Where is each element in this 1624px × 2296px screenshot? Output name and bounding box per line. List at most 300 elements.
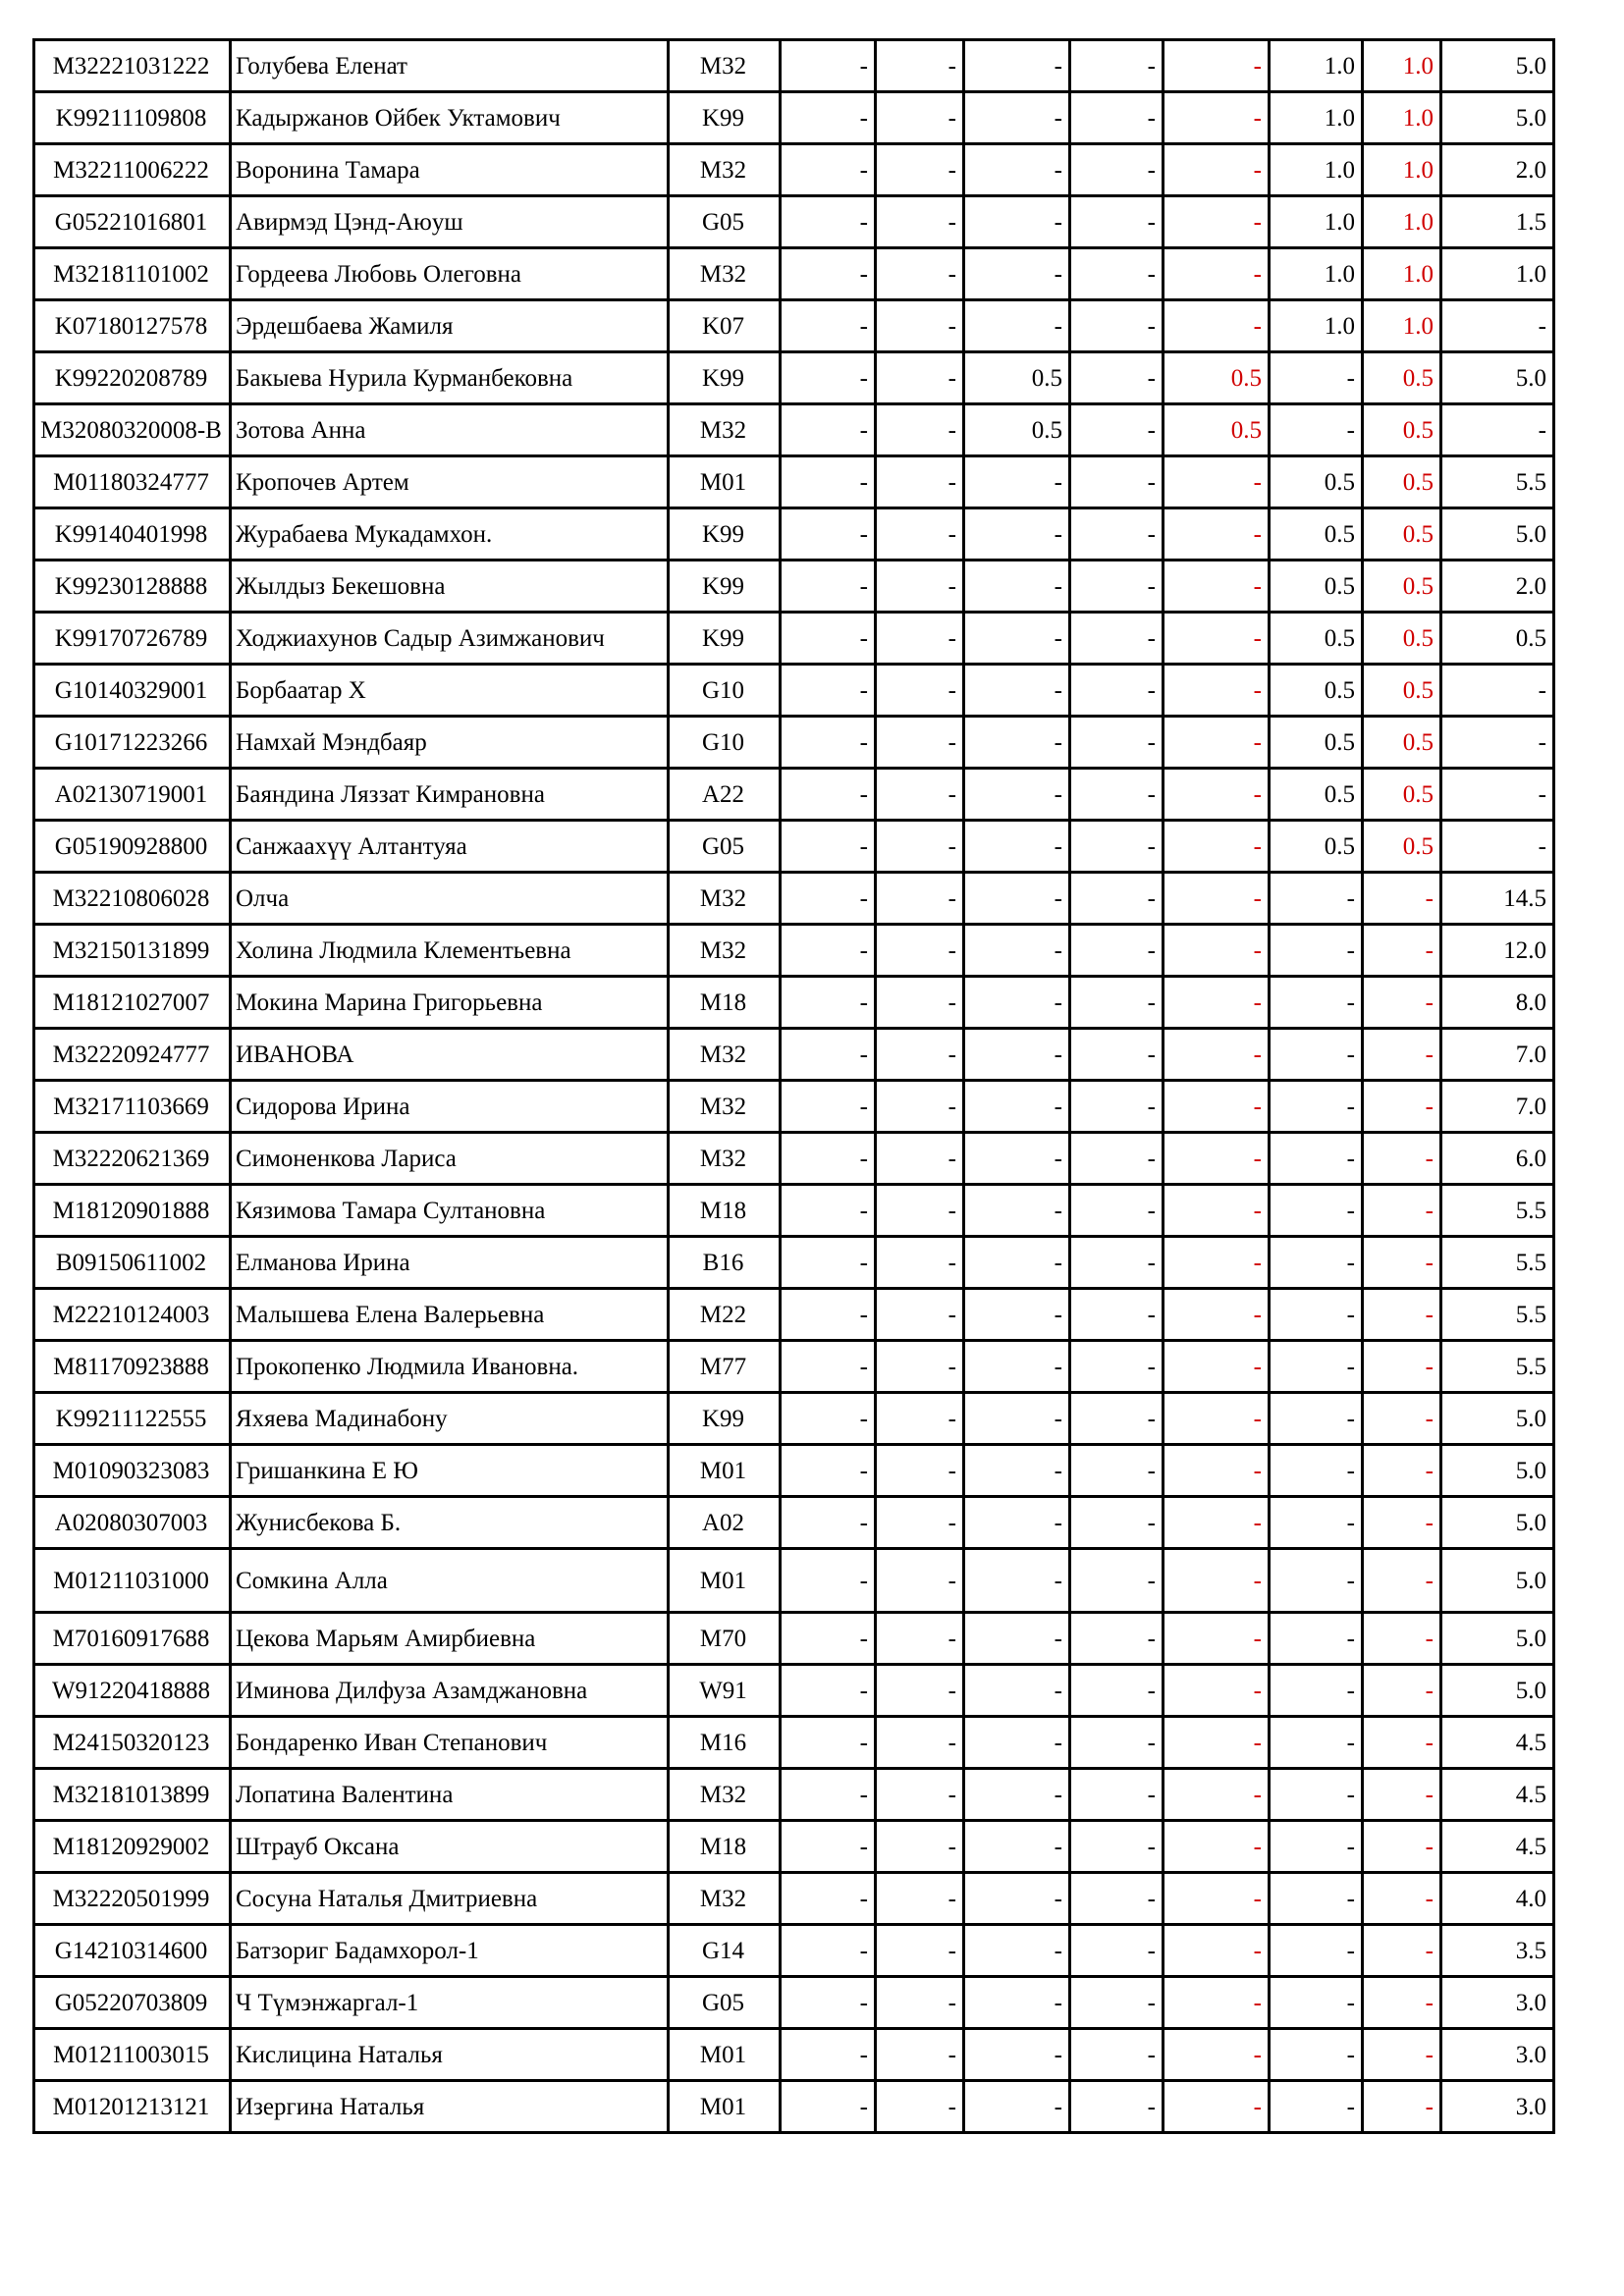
group-code-cell: M01 <box>669 2029 781 2081</box>
score-3-cell: - <box>964 1873 1070 1925</box>
total-cell: 14.5 <box>1441 873 1554 925</box>
score-2-cell: - <box>876 665 964 717</box>
subtotal-b-cell: 0.5 <box>1363 508 1441 561</box>
subtotal-b-cell: 1.0 <box>1363 300 1441 352</box>
score-3-cell: - <box>964 1769 1070 1821</box>
subtotal-b-cell: 1.0 <box>1363 196 1441 248</box>
score-2-cell: - <box>876 1185 964 1237</box>
subtotal-a-cell: - <box>1164 613 1270 665</box>
group-code-cell: A02 <box>669 1497 781 1549</box>
subtotal-b-cell: 1.0 <box>1363 144 1441 196</box>
score-6-cell: 1.0 <box>1270 248 1363 300</box>
subtotal-b-cell: - <box>1363 1133 1441 1185</box>
score-4-cell: - <box>1070 977 1164 1029</box>
score-2-cell: - <box>876 1821 964 1873</box>
subtotal-a-cell: - <box>1164 1029 1270 1081</box>
table-row <box>34 1873 1554 1925</box>
total-cell: 2.0 <box>1441 561 1554 613</box>
score-1-cell: - <box>781 2029 876 2081</box>
total-cell: 5.0 <box>1441 92 1554 144</box>
member-name-cell: Яхяева Мадинабону <box>231 1393 669 1445</box>
score-1-cell: - <box>781 925 876 977</box>
score-2-cell: - <box>876 925 964 977</box>
score-3-cell: - <box>964 561 1070 613</box>
score-6-cell: - <box>1270 873 1363 925</box>
subtotal-a-cell: - <box>1164 769 1270 821</box>
score-1-cell: - <box>781 561 876 613</box>
total-cell: 5.0 <box>1441 1613 1554 1665</box>
subtotal-b-cell: - <box>1363 1925 1441 1977</box>
table-row <box>34 1185 1554 1237</box>
subtotal-b-cell: - <box>1363 1497 1441 1549</box>
score-3-cell: - <box>964 1717 1070 1769</box>
member-id-cell: M32210806028 <box>34 873 231 925</box>
member-name-cell: Лопатина Валентина <box>231 1769 669 1821</box>
group-code-cell: M01 <box>669 2081 781 2133</box>
member-name-cell: Бакыева Нурила Курманбековна <box>231 352 669 404</box>
subtotal-a-cell: - <box>1164 144 1270 196</box>
score-6-cell: - <box>1270 1133 1363 1185</box>
score-6-cell: 1.0 <box>1270 144 1363 196</box>
member-name-cell: Эрдешбаева Жамиля <box>231 300 669 352</box>
subtotal-a-cell: - <box>1164 665 1270 717</box>
member-id-cell: M32080320008-B <box>34 404 231 456</box>
table-row <box>34 196 1554 248</box>
score-1-cell: - <box>781 1821 876 1873</box>
table-row <box>34 144 1554 196</box>
subtotal-b-cell: - <box>1363 1821 1441 1873</box>
group-code-cell: K99 <box>669 352 781 404</box>
group-code-cell: A22 <box>669 769 781 821</box>
score-2-cell: - <box>876 821 964 873</box>
score-6-cell: - <box>1270 1925 1363 1977</box>
subtotal-a-cell: - <box>1164 300 1270 352</box>
member-name-cell: Холина Людмила Клементьевна <box>231 925 669 977</box>
score-6-cell: - <box>1270 1977 1363 2029</box>
score-1-cell: - <box>781 769 876 821</box>
subtotal-b-cell: 0.5 <box>1363 613 1441 665</box>
table-row <box>34 1445 1554 1497</box>
member-name-cell: Штрауб Оксана <box>231 1821 669 1873</box>
score-2-cell: - <box>876 1769 964 1821</box>
score-4-cell: - <box>1070 1497 1164 1549</box>
score-3-cell: - <box>964 300 1070 352</box>
score-6-cell: - <box>1270 925 1363 977</box>
member-id-cell: B09150611002 <box>34 1237 231 1289</box>
score-4-cell: - <box>1070 2081 1164 2133</box>
score-3-cell: - <box>964 40 1070 92</box>
score-2-cell: - <box>876 404 964 456</box>
score-2-cell: - <box>876 1977 964 2029</box>
group-code-cell: K99 <box>669 508 781 561</box>
subtotal-a-cell: - <box>1164 1665 1270 1717</box>
score-1-cell: - <box>781 144 876 196</box>
score-6-cell: 0.5 <box>1270 613 1363 665</box>
score-2-cell: - <box>876 717 964 769</box>
score-2-cell: - <box>876 1497 964 1549</box>
score-4-cell: - <box>1070 1029 1164 1081</box>
score-6-cell: 0.5 <box>1270 717 1363 769</box>
score-4-cell: - <box>1070 1925 1164 1977</box>
member-name-cell: Кадыржанов Ойбек Уктамович <box>231 92 669 144</box>
subtotal-a-cell: - <box>1164 925 1270 977</box>
score-2-cell: - <box>876 873 964 925</box>
total-cell: 5.0 <box>1441 1445 1554 1497</box>
member-name-cell: Сомкина Алла <box>231 1549 669 1613</box>
subtotal-b-cell: - <box>1363 1445 1441 1497</box>
score-1-cell: - <box>781 196 876 248</box>
group-code-cell: M77 <box>669 1341 781 1393</box>
group-code-cell: M16 <box>669 1717 781 1769</box>
group-code-cell: G05 <box>669 196 781 248</box>
total-cell: 3.0 <box>1441 2029 1554 2081</box>
score-1-cell: - <box>781 1445 876 1497</box>
member-id-cell: G05190928800 <box>34 821 231 873</box>
group-code-cell: K07 <box>669 300 781 352</box>
total-cell: 7.0 <box>1441 1081 1554 1133</box>
table-row <box>34 1717 1554 1769</box>
score-3-cell: - <box>964 1029 1070 1081</box>
group-code-cell: G14 <box>669 1925 781 1977</box>
subtotal-b-cell: - <box>1363 1977 1441 2029</box>
score-1-cell: - <box>781 717 876 769</box>
subtotal-b-cell: 0.5 <box>1363 352 1441 404</box>
group-code-cell: G05 <box>669 1977 781 2029</box>
score-6-cell: 1.0 <box>1270 300 1363 352</box>
total-cell: 5.0 <box>1441 40 1554 92</box>
results-table <box>32 38 1555 2134</box>
score-4-cell: - <box>1070 1665 1164 1717</box>
subtotal-b-cell: - <box>1363 1549 1441 1613</box>
score-1-cell: - <box>781 456 876 508</box>
score-1-cell: - <box>781 1769 876 1821</box>
subtotal-b-cell: - <box>1363 1237 1441 1289</box>
score-1-cell: - <box>781 40 876 92</box>
member-name-cell: Малышева Елена Валерьевна <box>231 1289 669 1341</box>
score-6-cell: 1.0 <box>1270 196 1363 248</box>
score-2-cell: - <box>876 144 964 196</box>
subtotal-b-cell: 1.0 <box>1363 92 1441 144</box>
total-cell: 5.0 <box>1441 1665 1554 1717</box>
subtotal-b-cell: 0.5 <box>1363 665 1441 717</box>
group-code-cell: M32 <box>669 40 781 92</box>
subtotal-a-cell: - <box>1164 40 1270 92</box>
subtotal-b-cell: - <box>1363 1341 1441 1393</box>
member-name-cell: Сосуна Наталья Дмитриевна <box>231 1873 669 1925</box>
score-4-cell: - <box>1070 456 1164 508</box>
table-row <box>34 352 1554 404</box>
member-name-cell: Кязимова Тамара Султановна <box>231 1185 669 1237</box>
member-name-cell: ИВАНОВА <box>231 1029 669 1081</box>
subtotal-a-cell: - <box>1164 1769 1270 1821</box>
subtotal-a-cell: - <box>1164 1821 1270 1873</box>
score-2-cell: - <box>876 352 964 404</box>
score-2-cell: - <box>876 196 964 248</box>
score-3-cell: - <box>964 821 1070 873</box>
score-1-cell: - <box>781 1665 876 1717</box>
score-2-cell: - <box>876 1133 964 1185</box>
score-6-cell: - <box>1270 1029 1363 1081</box>
table-row <box>34 925 1554 977</box>
score-2-cell: - <box>876 40 964 92</box>
score-4-cell: - <box>1070 352 1164 404</box>
score-4-cell: - <box>1070 1977 1164 2029</box>
member-name-cell: Намхай Мэндбаяр <box>231 717 669 769</box>
score-3-cell: - <box>964 717 1070 769</box>
score-1-cell: - <box>781 1393 876 1445</box>
score-6-cell: 1.0 <box>1270 40 1363 92</box>
subtotal-a-cell: - <box>1164 1445 1270 1497</box>
member-name-cell: Воронина Тамара <box>231 144 669 196</box>
score-3-cell: - <box>964 1925 1070 1977</box>
subtotal-b-cell: - <box>1363 2029 1441 2081</box>
subtotal-a-cell: - <box>1164 1237 1270 1289</box>
member-id-cell: M32220924777 <box>34 1029 231 1081</box>
table-row <box>34 2081 1554 2133</box>
table-row <box>34 1549 1554 1613</box>
member-id-cell: G10171223266 <box>34 717 231 769</box>
score-1-cell: - <box>781 1289 876 1341</box>
group-code-cell: M32 <box>669 1081 781 1133</box>
subtotal-b-cell: - <box>1363 1769 1441 1821</box>
score-1-cell: - <box>781 1029 876 1081</box>
total-cell: 5.5 <box>1441 1185 1554 1237</box>
member-name-cell: Борбаатар Х <box>231 665 669 717</box>
table-row <box>34 977 1554 1029</box>
score-6-cell: - <box>1270 1665 1363 1717</box>
member-id-cell: M01211003015 <box>34 2029 231 2081</box>
score-4-cell: - <box>1070 1549 1164 1613</box>
total-cell: 5.5 <box>1441 1289 1554 1341</box>
member-id-cell: G10140329001 <box>34 665 231 717</box>
score-4-cell: - <box>1070 508 1164 561</box>
subtotal-a-cell: - <box>1164 92 1270 144</box>
score-1-cell: - <box>781 1497 876 1549</box>
score-1-cell: - <box>781 300 876 352</box>
member-id-cell: M81170923888 <box>34 1341 231 1393</box>
total-cell: 5.5 <box>1441 456 1554 508</box>
score-2-cell: - <box>876 1289 964 1341</box>
table-row <box>34 40 1554 92</box>
score-6-cell: - <box>1270 352 1363 404</box>
score-6-cell: - <box>1270 1549 1363 1613</box>
subtotal-b-cell: - <box>1363 1185 1441 1237</box>
score-6-cell: 0.5 <box>1270 456 1363 508</box>
total-cell: 4.5 <box>1441 1717 1554 1769</box>
table-body <box>34 40 1554 2133</box>
member-name-cell: Жылдыз Бекешовна <box>231 561 669 613</box>
total-cell: 5.5 <box>1441 1341 1554 1393</box>
group-code-cell: M32 <box>669 1873 781 1925</box>
table-row <box>34 821 1554 873</box>
subtotal-a-cell: - <box>1164 456 1270 508</box>
subtotal-b-cell: - <box>1363 1029 1441 1081</box>
group-code-cell: G05 <box>669 821 781 873</box>
score-3-cell: - <box>964 665 1070 717</box>
score-1-cell: - <box>781 1081 876 1133</box>
score-4-cell: - <box>1070 665 1164 717</box>
subtotal-b-cell: - <box>1363 977 1441 1029</box>
subtotal-b-cell: 0.5 <box>1363 717 1441 769</box>
member-id-cell: M32181101002 <box>34 248 231 300</box>
subtotal-b-cell: - <box>1363 1613 1441 1665</box>
member-id-cell: M01090323083 <box>34 1445 231 1497</box>
score-4-cell: - <box>1070 717 1164 769</box>
total-cell: 3.0 <box>1441 2081 1554 2133</box>
subtotal-b-cell: - <box>1363 2081 1441 2133</box>
table-row <box>34 665 1554 717</box>
group-code-cell: K99 <box>669 1393 781 1445</box>
table-row <box>34 1665 1554 1717</box>
score-2-cell: - <box>876 769 964 821</box>
member-id-cell: M24150320123 <box>34 1717 231 1769</box>
score-3-cell: - <box>964 925 1070 977</box>
subtotal-a-cell: - <box>1164 1341 1270 1393</box>
score-6-cell: - <box>1270 1769 1363 1821</box>
score-6-cell: 0.5 <box>1270 508 1363 561</box>
member-id-cell: M32171103669 <box>34 1081 231 1133</box>
subtotal-b-cell: - <box>1363 925 1441 977</box>
subtotal-a-cell: - <box>1164 1497 1270 1549</box>
score-4-cell: - <box>1070 40 1164 92</box>
member-name-cell: Кислицина Наталья <box>231 2029 669 2081</box>
subtotal-a-cell: 0.5 <box>1164 404 1270 456</box>
subtotal-a-cell: - <box>1164 561 1270 613</box>
group-code-cell: M01 <box>669 1445 781 1497</box>
score-6-cell: - <box>1270 2029 1363 2081</box>
member-id-cell: G14210314600 <box>34 1925 231 1977</box>
score-4-cell: - <box>1070 613 1164 665</box>
subtotal-a-cell: - <box>1164 1081 1270 1133</box>
total-cell: - <box>1441 717 1554 769</box>
score-3-cell: - <box>964 92 1070 144</box>
subtotal-b-cell: - <box>1363 1289 1441 1341</box>
score-2-cell: - <box>876 92 964 144</box>
member-name-cell: Голубева Еленат <box>231 40 669 92</box>
member-id-cell: M01180324777 <box>34 456 231 508</box>
score-4-cell: - <box>1070 1769 1164 1821</box>
member-id-cell: M32211006222 <box>34 144 231 196</box>
score-4-cell: - <box>1070 821 1164 873</box>
subtotal-a-cell: - <box>1164 1925 1270 1977</box>
group-code-cell: K99 <box>669 561 781 613</box>
subtotal-a-cell: - <box>1164 1393 1270 1445</box>
score-6-cell: - <box>1270 2081 1363 2133</box>
score-2-cell: - <box>876 613 964 665</box>
score-4-cell: - <box>1070 769 1164 821</box>
score-6-cell: - <box>1270 977 1363 1029</box>
table-row <box>34 1977 1554 2029</box>
member-id-cell: M32150131899 <box>34 925 231 977</box>
member-id-cell: M70160917688 <box>34 1613 231 1665</box>
score-2-cell: - <box>876 1549 964 1613</box>
score-1-cell: - <box>781 248 876 300</box>
group-code-cell: B16 <box>669 1237 781 1289</box>
score-2-cell: - <box>876 1029 964 1081</box>
subtotal-b-cell: - <box>1363 1081 1441 1133</box>
subtotal-a-cell: - <box>1164 1873 1270 1925</box>
score-4-cell: - <box>1070 1393 1164 1445</box>
group-code-cell: M01 <box>669 1549 781 1613</box>
score-2-cell: - <box>876 1081 964 1133</box>
member-id-cell: M18120929002 <box>34 1821 231 1873</box>
score-6-cell: 0.5 <box>1270 769 1363 821</box>
score-1-cell: - <box>781 1925 876 1977</box>
subtotal-a-cell: - <box>1164 873 1270 925</box>
score-2-cell: - <box>876 1665 964 1717</box>
group-code-cell: M18 <box>669 1185 781 1237</box>
member-name-cell: Мокина Марина Григорьевна <box>231 977 669 1029</box>
score-4-cell: - <box>1070 1133 1164 1185</box>
member-id-cell: K99220208789 <box>34 352 231 404</box>
member-name-cell: Авирмэд Цэнд-Аюуш <box>231 196 669 248</box>
table-row <box>34 456 1554 508</box>
member-name-cell: Жунисбекова Б. <box>231 1497 669 1549</box>
score-3-cell: - <box>964 456 1070 508</box>
score-4-cell: - <box>1070 1341 1164 1393</box>
subtotal-b-cell: - <box>1363 873 1441 925</box>
table-row <box>34 1821 1554 1873</box>
group-code-cell: K99 <box>669 613 781 665</box>
score-3-cell: - <box>964 1185 1070 1237</box>
group-code-cell: G10 <box>669 717 781 769</box>
score-3-cell: 0.5 <box>964 404 1070 456</box>
score-3-cell: - <box>964 1081 1070 1133</box>
score-6-cell: 0.5 <box>1270 665 1363 717</box>
member-name-cell: Баяндина Ляззат Кимрановна <box>231 769 669 821</box>
score-1-cell: - <box>781 1237 876 1289</box>
subtotal-a-cell: - <box>1164 2029 1270 2081</box>
score-3-cell: - <box>964 1497 1070 1549</box>
score-3-cell: - <box>964 1821 1070 1873</box>
score-3-cell: - <box>964 1393 1070 1445</box>
member-id-cell: W91220418888 <box>34 1665 231 1717</box>
member-name-cell: Журабаева Мукадамхон. <box>231 508 669 561</box>
score-3-cell: - <box>964 977 1070 1029</box>
subtotal-a-cell: - <box>1164 1133 1270 1185</box>
score-4-cell: - <box>1070 1613 1164 1665</box>
total-cell: - <box>1441 404 1554 456</box>
member-id-cell: K99211109808 <box>34 92 231 144</box>
member-id-cell: A02130719001 <box>34 769 231 821</box>
score-1-cell: - <box>781 352 876 404</box>
member-name-cell: Гришанкина Е Ю <box>231 1445 669 1497</box>
group-code-cell: M32 <box>669 404 781 456</box>
member-id-cell: K99170726789 <box>34 613 231 665</box>
score-2-cell: - <box>876 1341 964 1393</box>
score-3-cell: - <box>964 508 1070 561</box>
score-6-cell: 1.0 <box>1270 92 1363 144</box>
subtotal-a-cell: - <box>1164 196 1270 248</box>
member-name-cell: Изергина Наталья <box>231 2081 669 2133</box>
member-id-cell: G05220703809 <box>34 1977 231 2029</box>
score-4-cell: - <box>1070 144 1164 196</box>
total-cell: - <box>1441 300 1554 352</box>
score-2-cell: - <box>876 508 964 561</box>
score-4-cell: - <box>1070 1081 1164 1133</box>
score-4-cell: - <box>1070 1821 1164 1873</box>
subtotal-a-cell: - <box>1164 508 1270 561</box>
member-id-cell: M22210124003 <box>34 1289 231 1341</box>
table-row <box>34 300 1554 352</box>
group-code-cell: W91 <box>669 1665 781 1717</box>
score-3-cell: - <box>964 2029 1070 2081</box>
member-name-cell: Елманова Ирина <box>231 1237 669 1289</box>
score-2-cell: - <box>876 561 964 613</box>
subtotal-b-cell: - <box>1363 1873 1441 1925</box>
score-6-cell: - <box>1270 1821 1363 1873</box>
score-2-cell: - <box>876 1717 964 1769</box>
